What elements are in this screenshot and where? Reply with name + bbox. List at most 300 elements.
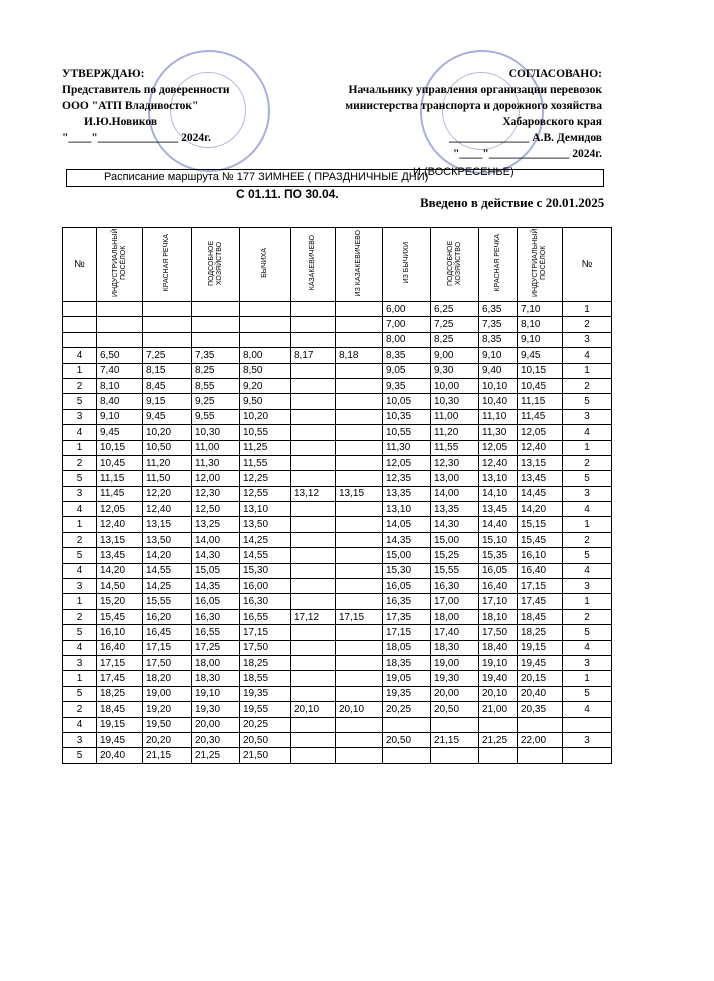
table-row [63,348,612,363]
column-header-label: № [581,259,593,270]
table-cell: 18,25 [240,655,291,670]
table-cell: 8,25 [192,363,240,378]
table-cell [291,471,336,486]
table-cell: 8,50 [240,363,291,378]
schedule-period: С 01.11. ПО 30.04. [236,187,339,201]
table-cell [518,717,563,732]
table-cell: 10,00 [431,378,479,393]
agreed-line2: министерства транспорта и дорожного хозяйства [345,100,602,112]
table-cell: 17,50 [479,625,518,640]
table-cell [336,332,383,347]
table-cell: 13,35 [383,486,431,501]
table-cell: 10,20 [143,425,192,440]
table-cell: 2 [563,378,612,393]
table-cell [291,425,336,440]
table-cell: 14,05 [383,517,431,532]
table-cell: 3 [563,409,612,424]
table-cell: 12,40 [143,502,192,517]
table-cell [336,440,383,455]
table-cell: 17,35 [383,609,431,624]
table-cell: 1 [563,671,612,686]
agreed-line3: Хабаровского края [502,116,602,128]
table-cell: 16,10 [97,625,143,640]
table-cell [240,332,291,347]
approval-block [62,66,229,146]
table-cell: 13,45 [479,502,518,517]
table-cell [336,640,383,655]
table-cell: 12,05 [518,425,563,440]
table-cell: 13,10 [479,471,518,486]
table-cell: 14,35 [192,579,240,594]
table-row [63,625,612,640]
table-cell: 15,45 [518,532,563,547]
table-cell: 14,25 [240,532,291,547]
table-row [63,409,612,424]
table-cell: 15,45 [97,609,143,624]
table-cell: 1 [63,517,97,532]
table-row [63,378,612,393]
table-cell [291,732,336,747]
table-cell: 11,50 [143,471,192,486]
table-row [63,702,612,717]
table-cell [336,594,383,609]
table-cell: 15,55 [143,594,192,609]
table-cell: 5 [63,686,97,701]
table-cell [336,748,383,763]
table-cell: 12,55 [240,486,291,501]
table-cell: 16,55 [192,625,240,640]
table-cell: 9,10 [518,332,563,347]
table-cell: 16,30 [431,579,479,594]
column-header [383,228,431,302]
table-cell: 18,45 [97,702,143,717]
approval-line2: ООО "АТП Владивосток" [62,100,199,112]
table-cell: 13,15 [518,455,563,470]
table-cell: 14,30 [192,548,240,563]
table-cell [479,748,518,763]
column-header [518,228,563,302]
table-cell [291,655,336,670]
table-row [63,517,612,532]
table-cell: 17,15 [383,625,431,640]
table-cell: 4 [63,640,97,655]
table-cell: 10,55 [383,425,431,440]
table-cell [291,548,336,563]
table-cell [291,363,336,378]
table-cell: 19,30 [192,702,240,717]
table-cell [63,302,97,317]
table-cell: 4 [563,702,612,717]
table-cell: 4 [63,502,97,517]
table-cell: 18,55 [240,671,291,686]
table-cell: 20,40 [97,748,143,763]
table-cell: 8,10 [97,378,143,393]
table-cell: 11,20 [143,455,192,470]
table-cell [336,409,383,424]
table-cell: 3 [63,732,97,747]
column-header [431,228,479,302]
table-cell: 18,30 [431,640,479,655]
table-cell: 2 [63,532,97,547]
table-cell: 11,25 [240,440,291,455]
table-cell: 5 [63,394,97,409]
table-cell: 1 [563,440,612,455]
table-cell: 9,25 [192,394,240,409]
table-cell: 3 [63,579,97,594]
table-cell: 2 [563,317,612,332]
table-cell: 14,10 [479,486,518,501]
table-cell: 19,40 [479,671,518,686]
table-cell: 5 [63,471,97,486]
table-cell [336,517,383,532]
table-cell [383,717,431,732]
agreed-signer: ______________ А.В. Демидов [448,132,602,144]
table-cell [431,748,479,763]
table-cell [518,748,563,763]
table-cell: 20,50 [383,732,431,747]
table-cell: 18,10 [479,609,518,624]
table-cell: 12,40 [518,440,563,455]
table-cell: 15,00 [431,532,479,547]
table-cell: 4 [563,502,612,517]
table-row [63,302,612,317]
table-cell: 9,50 [240,394,291,409]
approval-date: "____"______________ 2024г. [62,132,211,144]
table-cell: 19,45 [97,732,143,747]
table-cell [291,671,336,686]
table-cell: 17,15 [240,625,291,640]
table-cell: 18,00 [431,609,479,624]
table-cell: 9,00 [431,348,479,363]
table-cell: 17,25 [192,640,240,655]
table-cell [336,302,383,317]
table-cell: 6,35 [479,302,518,317]
table-row [63,425,612,440]
table-cell: 10,05 [383,394,431,409]
table-cell: 19,10 [479,655,518,670]
table-cell: 13,15 [143,517,192,532]
table-cell: 13,12 [291,486,336,501]
table-cell [336,579,383,594]
table-cell: 18,25 [97,686,143,701]
table-cell [192,317,240,332]
table-cell [240,302,291,317]
column-header-label: № [74,259,85,270]
table-cell: 16,05 [479,563,518,578]
table-cell [291,502,336,517]
table-row [63,317,612,332]
table-cell [563,748,612,763]
table-cell: 20,50 [240,732,291,747]
table-cell: 10,45 [97,455,143,470]
table-cell [431,717,479,732]
table-cell [336,317,383,332]
column-header-label: ПОДСОБНОЕ ХОЗЯЙСТВО [207,240,223,286]
column-header [291,228,336,302]
table-cell: 16,30 [240,594,291,609]
table-cell: 15,30 [240,563,291,578]
table-cell: 8,10 [518,317,563,332]
approval-heading: УТВЕРЖДАЮ: [62,68,145,80]
table-cell [291,640,336,655]
column-header-label: ИЗ КАЗАКЕВИЧЕВО [355,229,362,297]
column-header [479,228,518,302]
table-cell: 9,05 [383,363,431,378]
table-cell: 8,40 [97,394,143,409]
table-cell: 6,25 [431,302,479,317]
table-row [63,609,612,624]
table-cell: 17,10 [479,594,518,609]
table-cell: 4 [563,640,612,655]
table-cell: 9,45 [143,409,192,424]
table-cell: 18,00 [192,655,240,670]
table-cell: 17,12 [291,609,336,624]
table-cell: 20,10 [291,702,336,717]
table-cell: 13,35 [431,502,479,517]
table-cell: 9,35 [383,378,431,393]
table-cell: 20,00 [431,686,479,701]
table-cell: 14,40 [479,517,518,532]
column-header-label: КРАСНАЯ РЕЧКА [494,234,501,292]
table-cell: 11,30 [479,425,518,440]
table-cell: 14,25 [143,579,192,594]
table-cell: 15,20 [97,594,143,609]
table-cell: 1 [63,671,97,686]
table-cell [291,686,336,701]
table-cell: 12,05 [383,455,431,470]
table-cell: 7,35 [479,317,518,332]
table-cell: 2 [563,532,612,547]
table-cell: 3 [563,579,612,594]
table-cell: 11,10 [479,409,518,424]
table-cell: 14,55 [143,563,192,578]
table-cell: 19,15 [97,717,143,732]
table-cell: 8,00 [383,332,431,347]
table-cell [143,332,192,347]
column-header [97,228,143,302]
schedule-title: Расписание маршрута № 177 ЗИМНЕЕ ( ПРАЗДНИЧНЫЕ ДНИ) [104,171,429,183]
table-cell: 17,50 [143,655,192,670]
table-cell: 8,45 [143,378,192,393]
table-cell: 4 [63,563,97,578]
table-row [63,686,612,701]
table-cell: 20,00 [192,717,240,732]
table-cell [97,317,143,332]
table-cell: 14,20 [97,563,143,578]
table-cell: 12,25 [240,471,291,486]
table-cell [291,625,336,640]
column-header [63,228,97,302]
table-cell: 11,20 [431,425,479,440]
table-row [63,471,612,486]
table-cell: 16,10 [518,548,563,563]
table-row [63,717,612,732]
table-cell: 10,35 [383,409,431,424]
table-cell: 10,50 [143,440,192,455]
table-cell: 12,40 [97,517,143,532]
table-cell: 9,10 [97,409,143,424]
table-cell: 18,45 [518,609,563,624]
table-cell: 6,50 [97,348,143,363]
table-row [63,455,612,470]
table-cell: 13,45 [97,548,143,563]
table-cell: 8,25 [431,332,479,347]
table-cell: 4 [63,717,97,732]
table-cell: 12,05 [479,440,518,455]
table-cell: 1 [63,594,97,609]
table-cell: 21,25 [479,732,518,747]
table-cell: 19,20 [143,702,192,717]
table-row [63,671,612,686]
agreed-date: "____"______________ 2024г. [453,148,602,160]
table-cell: 15,25 [431,548,479,563]
table-cell: 9,40 [479,363,518,378]
column-header-label: БЫЧИХА [261,248,268,278]
table-row [63,486,612,501]
table-cell: 19,50 [143,717,192,732]
table-cell: 13,45 [518,471,563,486]
table-cell: 5 [563,394,612,409]
table-cell: 8,35 [383,348,431,363]
table-cell [291,440,336,455]
table-cell: 11,30 [192,455,240,470]
table-row [63,548,612,563]
table-cell: 10,15 [518,363,563,378]
table-cell: 3 [563,655,612,670]
table-cell: 19,10 [192,686,240,701]
table-cell: 16,05 [192,594,240,609]
table-cell: 15,35 [479,548,518,563]
table-cell [291,563,336,578]
table-cell [336,548,383,563]
table-cell: 16,05 [383,579,431,594]
table-cell: 9,55 [192,409,240,424]
table-row [63,640,612,655]
table-cell: 20,20 [143,732,192,747]
table-cell [97,302,143,317]
column-header-label: КАЗАКЕВИЧЕВО [309,235,316,291]
table-cell: 11,15 [518,394,563,409]
table-cell: 18,40 [479,640,518,655]
table-cell: 10,55 [240,425,291,440]
table-cell [291,517,336,532]
table-row [63,579,612,594]
table-cell: 15,30 [383,563,431,578]
table-cell: 16,45 [143,625,192,640]
table-cell [291,394,336,409]
table-cell [63,317,97,332]
table-cell: 10,45 [518,378,563,393]
schedule-title-suffix: И (ВОСКРЕСЕНЬЕ) [413,166,514,178]
table-cell: 14,35 [383,532,431,547]
table-cell: 5 [63,748,97,763]
table-cell: 9,45 [97,425,143,440]
table-cell: 17,15 [336,609,383,624]
agreed-block [345,66,602,162]
table-cell: 9,15 [143,394,192,409]
table-cell: 15,00 [383,548,431,563]
table-cell: 12,35 [383,471,431,486]
table-cell: 13,10 [240,502,291,517]
table-row [63,440,612,455]
table-cell: 14,45 [518,486,563,501]
table-row [63,394,612,409]
table-cell: 12,05 [97,502,143,517]
table-cell: 13,15 [97,532,143,547]
table-cell: 10,30 [431,394,479,409]
column-header [143,228,192,302]
column-header-label: ИНДУСТРИАЛЬНЫЙ ПОСЁЛОК [532,228,547,298]
table-cell: 13,50 [143,532,192,547]
table-cell: 12,50 [192,502,240,517]
table-cell [336,671,383,686]
table-cell: 16,00 [240,579,291,594]
table-cell: 8,35 [479,332,518,347]
table-cell: 15,15 [518,517,563,532]
table-cell: 8,17 [291,348,336,363]
table-cell: 11,15 [97,471,143,486]
table-cell [192,332,240,347]
table-cell: 7,25 [431,317,479,332]
table-cell: 10,40 [479,394,518,409]
table-cell [336,686,383,701]
table-cell: 17,15 [143,640,192,655]
table-cell: 14,50 [97,579,143,594]
column-header-label: ПОДСОБНОЕ ХОЗЯЙСТВО [446,240,462,286]
table-cell: 9,10 [479,348,518,363]
table-cell: 20,25 [240,717,291,732]
table-row [63,748,612,763]
table-cell: 8,55 [192,378,240,393]
table-cell: 15,55 [431,563,479,578]
table-cell: 11,00 [431,409,479,424]
table-cell: 3 [63,486,97,501]
table-cell: 12,20 [143,486,192,501]
table-cell: 18,20 [143,671,192,686]
table-cell [336,455,383,470]
table-cell: 10,20 [240,409,291,424]
table-cell: 16,40 [97,640,143,655]
table-cell [240,317,291,332]
table-cell: 22,00 [518,732,563,747]
agreed-line1: Начальнику управления организации перевозок [348,84,602,96]
table-cell [291,378,336,393]
table-cell: 18,35 [383,655,431,670]
table-cell [291,532,336,547]
table-cell: 18,05 [383,640,431,655]
table-cell [336,625,383,640]
table-cell: 1 [563,363,612,378]
table-cell [291,579,336,594]
table-cell: 5 [563,686,612,701]
table-cell: 2 [563,455,612,470]
table-cell: 15,05 [192,563,240,578]
table-cell: 5 [563,625,612,640]
table-cell: 20,40 [518,686,563,701]
table-cell: 9,30 [431,363,479,378]
table-cell: 16,55 [240,609,291,624]
table-cell: 3 [563,732,612,747]
table-cell: 9,20 [240,378,291,393]
table-cell: 6,00 [383,302,431,317]
table-cell: 17,15 [518,579,563,594]
table-cell: 7,35 [192,348,240,363]
schedule-table [62,227,612,764]
approval-signer: И.Ю.Новиков [84,116,158,128]
table-cell: 7,10 [518,302,563,317]
table-row [63,532,612,547]
table-cell [291,409,336,424]
